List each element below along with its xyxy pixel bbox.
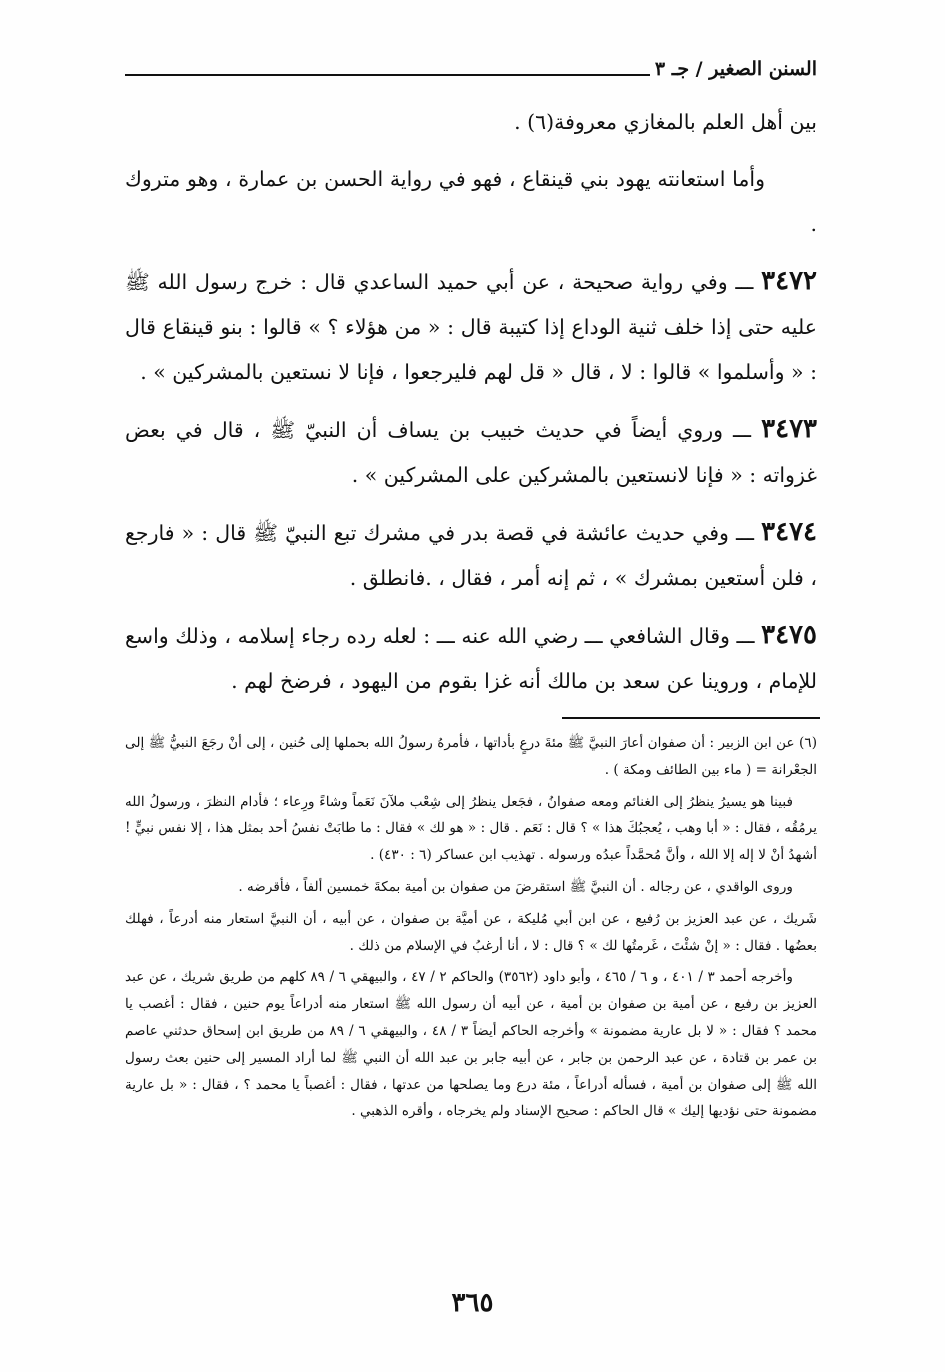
hadith-text: ـــ وقال الشافعي ـــ رضي الله عنه ـــ : لعله رده رجاء إسلامه ، وذلك واسع للإمام ، وروينا عن سعد بن مالك أنه غزا بقوم من اليهود ، فرضخ لهم . xyxy=(125,624,817,693)
footnote-paragraph: فبينا هو يسيرُ ينظرُ إلى الغنائم ومعه صفوانُ ، فجَعل ينظرُ إلى شِعْب ملآنَ نَعَماً وشاءً ورِعاء ؛ فأدام النظرَ ، ورسولُ الله يرمُقُه ، فقال : « أبا وهب ، يُعجبُكَ هذا » ؟ قال : نَعَم . قال : « هو لك » فقال : ما طابَتْ نفسُ أحد بمثل هذا ، إلا نفس نبيٍّ ! أشهدُ أنْ لا إله إلا الله ، وأنَّ مُحمَّداً عبدُه ورسوله . تهذيب ابن عساكر (٦ : ٤٣٠) . xyxy=(125,793,817,864)
footnote-rule xyxy=(562,717,820,719)
hadith-text: ـــ وروي أيضاً في حديث خبيب بن يساف أن النبيّ ﷺ ، قال في بعض غزواته : « فإنا لانستعين بالمشركين على المشركين » . xyxy=(125,418,817,487)
footnote-6: (٦) عن ابن الزبير : أن صفوان أعارَ النبيَّ ﷺ مئةَ درعٍ بأداتها ، فأمرهُ رسولُ الله بحملها إلى حُنين ، إلى أنْ رجَعَ النبيُّ ﷺ إلى الجعْرانة = ( ماء بين الطائف ومكة ) . xyxy=(125,735,817,778)
header-rule xyxy=(125,74,650,76)
hadith-number: ٣٤٧٣ xyxy=(761,414,817,444)
page-number: ٣٦٥ xyxy=(451,1288,494,1318)
footnote-paragraph: شَريك ، عن عبد العزيز بن رُفيع ، عن ابن أبي مُليكة ، عن أميَّة بن صفوان ، عن أبيه ، أن النبيَّ استعار منه أدرعاً ، فهلك بعضُها . فقال : « إنْ شئْتَ ، غَرمتُها لك » ؟ قال : لا ، أنا أرغبُ في الإسلام من ذلك . xyxy=(125,910,817,954)
main-text xyxy=(125,100,817,716)
hadith-number: ٣٤٧٥ xyxy=(761,620,817,650)
hadith-number: ٣٤٧٢ xyxy=(761,266,817,296)
footnote-paragraph: وروى الواقدي ، عن رجاله . أن النبيَّ ﷺ استقرضَ من صفوان بن أمية بمكةَ خمسين ألفاً ، فأقرضه . xyxy=(238,878,793,895)
paragraph-continuation: بين أهل العلم بالمغازي معروفة(٦) . xyxy=(514,110,817,134)
hadith-3475 xyxy=(125,613,817,704)
running-title: السنن الصغير / جـ ٣ xyxy=(654,58,817,80)
footnotes xyxy=(125,730,817,1130)
hadith-3474 xyxy=(125,510,817,601)
running-header xyxy=(125,56,817,96)
paragraph-istiana: وأما استعانته يهود بني قينقاع ، فهو في رواية الحسن بن عمارة ، وهو متروك . xyxy=(125,167,817,236)
hadith-text: ـــ وفي رواية صحيحة ، عن أبي حميد الساعدي قال : خرج رسول الله ﷺ عليه حتى إذا خلف ثنية الوداع إذا كتيبة قال : « من هؤلاء ؟ » قالوا : بنو قينقاع قال : « وأسلموا » قالوا : لا ، قال « قل لهم فليرجعوا ، فإنا لا نستعين بالمشركين » . xyxy=(125,270,817,384)
hadith-3472 xyxy=(125,259,817,395)
hadith-number: ٣٤٧٤ xyxy=(761,517,817,547)
hadith-3473 xyxy=(125,407,817,498)
footnote-paragraph: وأخرجه أحمد ٣ / ٤٠١ ، و ٦ / ٤٦٥ ، وأبو داود (٣٥٦٢) والحاكم ٢ / ٤٧ ، والبيهقي ٦ / ٨٩ كلهم من طريق شريك ، عن عبد العزيز بن رفيع ، عن أمية بن صفوان بن أمية ، عن أبيه أن رسول الله ﷺ استعار منه أدراعاً يوم حنين ، فقال : أغصب يا محمد ؟ فقال : « لا بل عارية مضمونة » وأخرجه الحاكم أيضاً ٣ / ٤٨ ، والبيهقي ٦ / ٨٩ من طريق ابن إسحاق حدثني عاصم بن عمر بن قتادة ، عن عبد الرحمن بن جابر ، عن أبيه جابر بن عبد الله أن النبي ﷺ لما أراد المسير إلى حنين بعث رسول الله ﷺ إلى صفوان بن أمية ، فسأله أدراعاً ، مئة درع وما يصلحها من عدتها ، فقال : أغصباً يا محمد ؟ ، فقال : « بل عارية مضمونة حتى نؤديها إليك » قال الحاكم : صحيح الإسناد ولم يخرجاه ، وأقره الذهبي . xyxy=(125,969,817,1120)
hadith-text: ـــ وفي حديث عائشة في قصة بدر في مشرك تبع النبيّ ﷺ قال : « فارجع ، فلن أستعين بمشرك » ، ثم إنه أمر ، فقال ، .فانطلق . xyxy=(125,521,817,590)
